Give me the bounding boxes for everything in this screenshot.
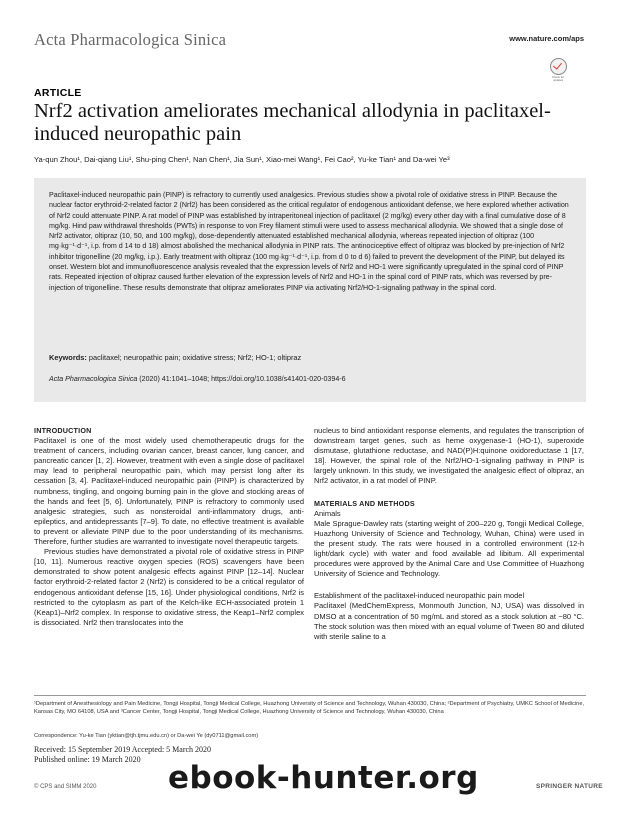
left-column (34, 426, 304, 628)
intro-paragraph-2: Previous studies have demonstrated a pivotal role of oxidative stress in PINP [10, 11]. Numerous reactive oxygen species (ROS) scavengers have been demonstrated to show potent analgesic effects against PINP [12–14]. Nuclear factor erythroid-2-related factor 2 (Nrf2) is considered to be a critical regulator of endogenous antioxidant defense [15, 16]. Under physiological conditions, Nrf2 is restricted to the cytoplasm as part of the Kelch-like ECH-associated protein 1 (Keap1)–Nrf2 complex. In response to oxidative stress, the Keap1–Nrf2 complex is dissociated. Nrf2 then translocates into the (34, 547, 304, 627)
right-column (314, 426, 584, 642)
intro-paragraph-3: nucleus to bind antioxidant response elements, and regulates the transcription of downstream target genes, such as heme oxygenase-1 (HO-1), superoxide dismutase, glutathione reductase, and NAD(P)H:quinone oxidoreductase 1 [17, 18]. However, the spinal role of the Nrf2/HO-1-signaling pathway in PINP is largely unknown. In this study, we investigated the analgesic effect of oltipraz, an Nrf2 activator, in a rat model of PINP. (314, 426, 584, 486)
author-list: Ya-qun Zhou¹, Dai-qiang Liu¹, Shu-ping Chen¹, Nan Chen¹, Jia Sun¹, Xiao-mei Wang¹, Fei Cao², Yu-ke Tian¹ and Da-wei Ye³ (34, 155, 450, 164)
article-title: Nrf2 activation ameliorates mechanical allodynia in paclitaxel-induced neuropathic pain (34, 100, 551, 145)
introduction-heading: INTRODUCTION (34, 426, 92, 435)
watermark-text: ebook-hunter.org (168, 760, 479, 796)
citation-line (49, 375, 346, 383)
received-accepted-date: Received: 15 September 2019 Accepted: 5 March 2020 (34, 745, 212, 754)
methods-heading: MATERIALS AND METHODS (314, 498, 415, 508)
article-type-label: ARTICLE (34, 87, 82, 99)
model-paragraph: Paclitaxel (MedChemExpress, Monmouth Junction, NJ, USA) was dissolved in DMSO at a concentration of 50 mg/mL and stored as a stock solution at −80 °C. The stock solution was then mixed with an equal volume of Tween 80 and diluted with sterile saline to a (314, 601, 584, 641)
model-subheading: Establishment of the paclitaxel-induced neuropathic pain model (314, 591, 525, 601)
animals-paragraph: Male Sprague-Dawley rats (starting weight of 200–220 g, Tongji Medical College, Huazhong University of Science and Technology, Wuhan, China) were used in the present study. The rats were housed in a controlled environment (12-h light/dark cycle) with water and food available ad libitum. All experimental procedures were approved by the Animal Care and Use Committee of Huazhong University of Science and Technology. (314, 518, 584, 579)
check-updates-icon (550, 58, 567, 75)
copyright-notice: © CPS and SIMM 2020 (34, 784, 97, 790)
check-updates-label: Check for updates (552, 75, 564, 83)
abstract-box (34, 178, 586, 402)
footnote-divider (34, 695, 586, 696)
animals-subheading: Animals (314, 508, 341, 518)
correspondence: Correspondence: Yu-ke Tian (yktian@tjh.tjmu.edu.cn) or Da-wei Ye (dy0711@gmail.com) (34, 733, 259, 739)
publisher-logo: SPRINGER NATURE (536, 783, 603, 790)
abstract-text: Paclitaxel-induced neuropathic pain (PINP) is refractory to currently used analgesics. Previous studies show a pivotal role of oxidative stress in PINP. Because the nuclear factor erythroid-2-related factor 2 (Nrf2) has been considered as the critical regulator of endogenous antioxidant defense, we here explored whether activation of Nrf2 could attenuate PINP. A rat model of PINP was established by intraperitoneal injection of paclitaxel (2 mg/kg) every other day with a final cumulative dose of 8 mg/kg. Hind paw withdrawal thresholds (PWTs) in response to von Frey filament stimuli were used to assess mechanical allodynia. We showed that a single dose of Nrf2 activator, oltipraz (10, 50, and 100 mg/kg), dose-dependently attenuated established mechanical allodynia, whereas repeated injection of oltipraz (100 mg·kg⁻¹·d⁻¹, i.p. from d 14 to d 18) almost abolished the mechanical allodynia in PINP rats. The antinociceptive effect of oltipraz was blocked by pre-injection of Nrf2 inhibitor trigonelline (20 mg/kg, i.p.). Early treatment with oltipraz (100 mg·kg⁻¹·d⁻¹, i.p. from d 0 to d 6) failed to prevent the development of the PINP, but delayed its onset. Western blot and immunofluorescence analysis revealed that the expression levels of Nrf2 and HO-1 were significantly upregulated in the spinal cord of PINP rats. Repeated injection of oltipraz caused further elevation of the expression levels of Nrf2 and HO-1 in the spinal cord of PINP rats, which was reversed by pre-injection of trigonelline. These results demonstrate that oltipraz ameliorates PINP via activating Nrf2/HO-1-signaling pathway in the spinal cord. (49, 191, 569, 292)
check-for-updates-badge[interactable] (548, 58, 568, 84)
intro-paragraph-1: Paclitaxel is one of the most widely used chemotherapeutic drugs for the treatment of cancers, including ovarian cancer, breast cancer, lung cancer, and pancreatic cancer [1, 2]. However, treatment with even a single dose of paclitaxel may lead to peripheral neuropathic pain, which may persist long after its cessation [3, 4]. Paclitaxel-induced neuropathic pain (PINP) is characterized by numbness, tingling, and ongoing burning pain in the glove and stocking areas of the hands and feet [5, 6]. Unfortunately, PINP is refractory to commonly used analgesic strategies, such as nonsteroidal anti-inflammatory drugs, anti-epileptics, and antidepressants [7–9]. To date, no effective treatment is available to prevent or alleviate PINP due to the poor understanding of its mechanisms. Therefore, further studies are warranted to investigate novel therapeutic targets. (34, 436, 304, 547)
keywords-line (49, 353, 571, 362)
keywords-label: Keywords: (49, 353, 87, 362)
citation-doi-link[interactable]: (2020) 41:1041–1048; https://doi.org/10.1038/s41401-020-0394-6 (137, 375, 346, 383)
journal-name: Acta Pharmacologica Sinica (34, 30, 227, 49)
published-online-date: Published online: 19 March 2020 (34, 755, 141, 764)
keywords-text: paclitaxel; neuropathic pain; oxidative stress; Nrf2; HO-1; oltipraz (88, 353, 302, 362)
citation-journal: Acta Pharmacologica Sinica (49, 375, 138, 383)
journal-url-link[interactable]: www.nature.com/aps (509, 34, 584, 43)
affiliations: ¹Department of Anesthesiology and Pain Medicine, Tongji Hospital, Tongji Medical College, Huazhong University of Science and Technology, Wuhan 430030, China; ²Department of Psychiatry, UMKC School of Medicine, Kansas City, MO 64108, USA and ³Cancer Center, Tongji Hospital, Tongji Medical College, Huazhong University of Science and Technology, Wuhan 430030, China (34, 701, 585, 715)
